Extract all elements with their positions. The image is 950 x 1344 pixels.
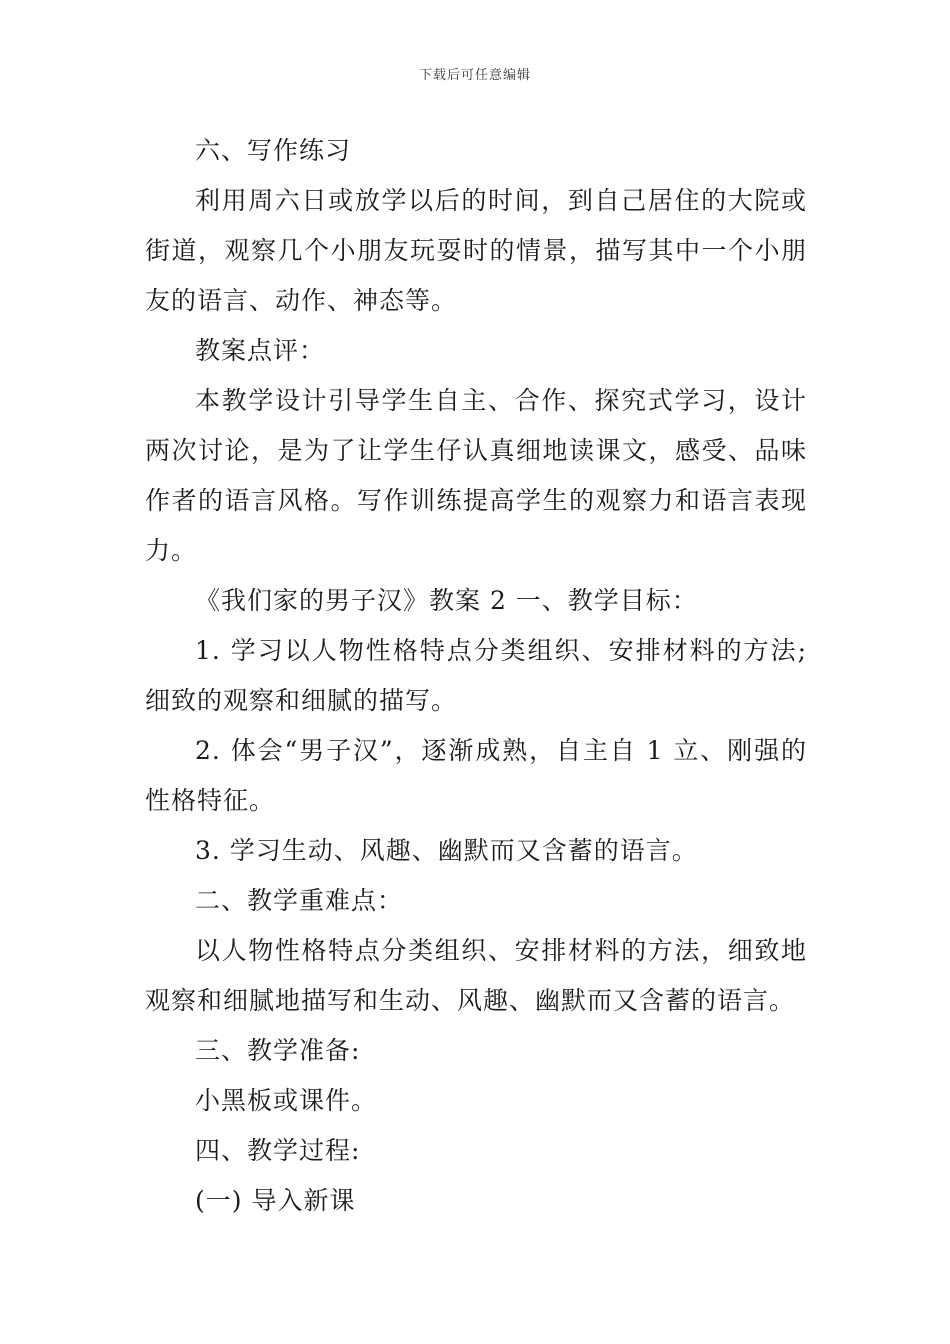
objective-3: 3. 学习生动、风趣、幽默而又含蓄的语言。 xyxy=(195,836,698,865)
lesson-2-title-objectives: 《我们家的男子汉》教案 2 一、教学目标： xyxy=(195,586,698,615)
subsection-heading-intro: (一) 导入新课 xyxy=(195,1186,356,1215)
section-heading-key-points: 二、教学重难点： xyxy=(195,886,404,915)
page-header: 下载后可任意编辑 xyxy=(418,68,531,83)
document-body xyxy=(145,126,807,1226)
objective-2: 2. 体会“男子汉”，逐渐成熟，自主自 1 立、刚强的性格特征。 xyxy=(145,736,807,815)
objective-1: 1. 学习以人物性格特点分类组织、安排材料的方法;细致的观察和细腻的描写。 xyxy=(145,636,807,715)
paragraph-lesson-review: 本教学设计引导学生自主、合作、探究式学习，设计两次讨论，是为了让学生仔认真细地读课文，感受、品味作者的语言风格。写作训练提高学生的观察力和语言表现力。 xyxy=(145,386,807,565)
paragraph-key-points: 以人物性格特点分类组织、安排材料的方法，细致地观察和细腻地描写和生动、风趣、幽默而又含蓄的语言。 xyxy=(145,936,807,1015)
section-heading-lesson-review: 教案点评： xyxy=(195,336,326,365)
paragraph-preparation: 小黑板或课件。 xyxy=(195,1086,378,1115)
section-heading-process: 四、教学过程: xyxy=(195,1136,361,1165)
section-heading-writing-practice: 六、写作练习 xyxy=(195,136,352,165)
section-heading-preparation: 三、教学准备: xyxy=(195,1036,361,1065)
paragraph-writing-task: 利用周六日或放学以后的时间，到自己居住的大院或街道，观察几个小朋友玩耍时的情景，描写其中一个小朋友的语言、动作、神态等。 xyxy=(145,186,807,315)
